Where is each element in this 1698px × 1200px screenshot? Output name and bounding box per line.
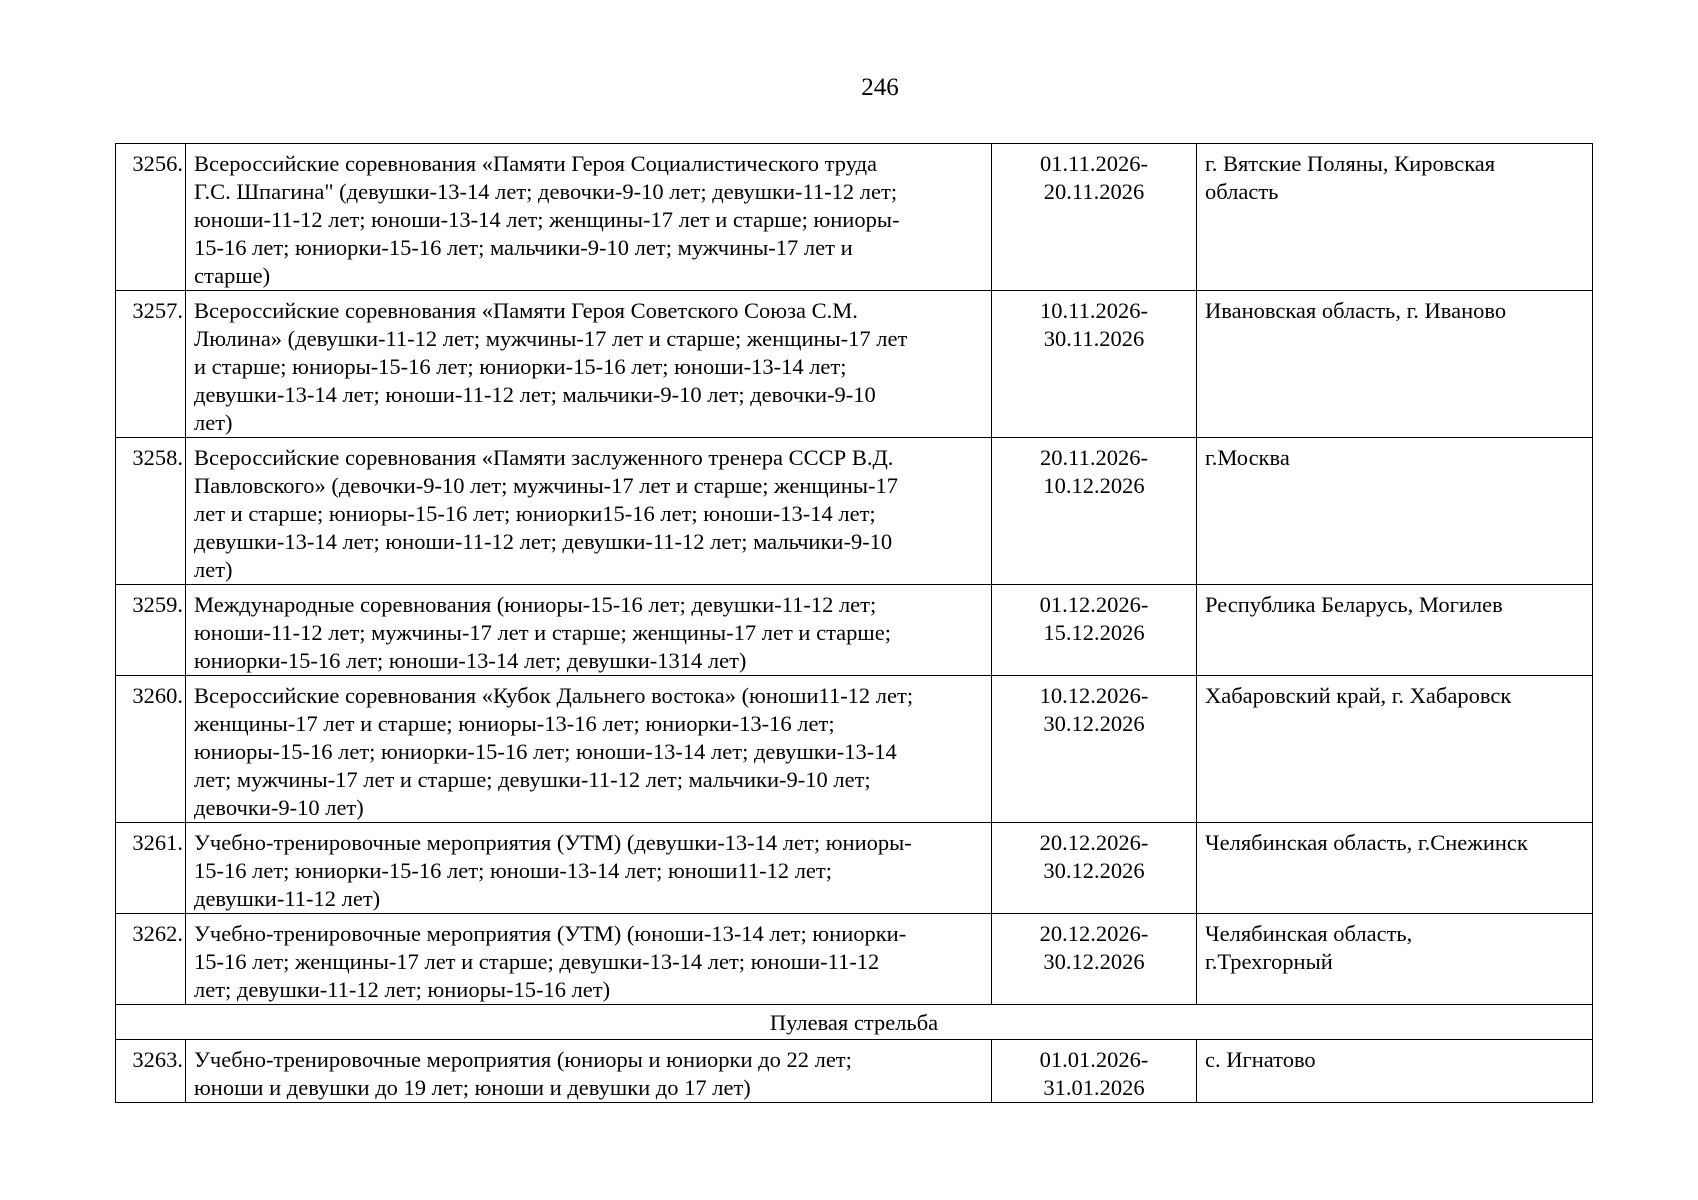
event-dates: 20.12.2026- 30.12.2026 <box>992 914 1197 1005</box>
table-row <box>116 585 1593 676</box>
event-place: Челябинская область, г.Снежинск <box>1197 823 1593 914</box>
event-place: Хабаровский край, г. Хабаровск <box>1197 676 1593 823</box>
table-row <box>116 914 1593 1005</box>
row-number: 3257. <box>116 291 186 438</box>
table-row <box>116 291 1593 438</box>
event-place: Челябинская область, г.Трехгорный <box>1197 914 1593 1005</box>
row-number: 3256. <box>116 144 186 291</box>
event-name: Всероссийские соревнования «Кубок Дальнего востока» (юноши11-12 лет; женщины-17 лет и старше; юниоры-13-16 лет; юниорки-13-16 лет; юниоры-15-16 лет; юниорки-15-16 лет; юноши-13-14 лет; девушки-13-14 лет; мужчины-17 лет и старше; девушки-11-12 лет; мальчики-9-10 лет; девочки-9-10 лет) <box>186 676 992 823</box>
row-number: 3263. <box>116 1040 186 1103</box>
table-row <box>116 1040 1593 1103</box>
table-row <box>116 823 1593 914</box>
event-place: г.Москва <box>1197 438 1593 585</box>
page-number: 246 <box>861 74 899 101</box>
event-name: Учебно-тренировочные мероприятия (УТМ) (девушки-13-14 лет; юниоры- 15-16 лет; юниорки-15-16 лет; юноши-13-14 лет; юноши11-12 лет; девушки-11-12 лет) <box>186 823 992 914</box>
event-name: Всероссийские соревнования «Памяти Героя Социалистического труда Г.С. Шпагина" (девушки-13-14 лет; девочки-9-10 лет; девушки-11-12 лет; юноши-11-12 лет; юноши-13-14 лет; женщины-17 лет и старше; юниоры- 15-16 лет; юниорки-15-16 лет; мальчики-9-10 лет; мужчины-17 лет и старше) <box>186 144 992 291</box>
events-table <box>115 143 1593 1103</box>
event-dates: 20.12.2026- 30.12.2026 <box>992 823 1197 914</box>
event-place: с. Игнатово <box>1197 1040 1593 1103</box>
row-number: 3259. <box>116 585 186 676</box>
row-number: 3261. <box>116 823 186 914</box>
row-number: 3262. <box>116 914 186 1005</box>
table-row <box>116 676 1593 823</box>
event-dates: 10.11.2026- 30.11.2026 <box>992 291 1197 438</box>
event-name: Всероссийские соревнования «Памяти Героя Советского Союза С.М. Люлина» (девушки-11-12 лет; мужчины-17 лет и старше; женщины-17 лет и старше; юниоры-15-16 лет; юниорки-15-16 лет; юноши-13-14 лет; девушки-13-14 лет; юноши-11-12 лет; мальчики-9-10 лет; девочки-9-10 лет) <box>186 291 992 438</box>
event-name: Всероссийские соревнования «Памяти заслуженного тренера СССР В.Д. Павловского» (девочки-9-10 лет; мужчины-17 лет и старше; женщины-17 лет и старше; юниоры-15-16 лет; юниорки15-16 лет; юноши-13-14 лет; девушки-13-14 лет; юноши-11-12 лет; девушки-11-12 лет; мальчики-9-10 лет) <box>186 438 992 585</box>
event-dates: 01.11.2026- 20.11.2026 <box>992 144 1197 291</box>
row-number: 3258. <box>116 438 186 585</box>
section-row <box>116 1005 1593 1040</box>
event-place: г. Вятские Поляны, Кировская область <box>1197 144 1593 291</box>
row-number: 3260. <box>116 676 186 823</box>
event-dates: 01.12.2026- 15.12.2026 <box>992 585 1197 676</box>
event-name: Международные соревнования (юниоры-15-16 лет; девушки-11-12 лет; юноши-11-12 лет; мужчины-17 лет и старше; женщины-17 лет и старше; юниорки-15-16 лет; юноши-13-14 лет; девушки-1314 лет) <box>186 585 992 676</box>
event-place: Республика Беларусь, Могилев <box>1197 585 1593 676</box>
table-row <box>116 438 1593 585</box>
table-row <box>116 144 1593 291</box>
section-title: Пулевая стрельба <box>116 1005 1593 1040</box>
event-dates: 10.12.2026- 30.12.2026 <box>992 676 1197 823</box>
event-name: Учебно-тренировочные мероприятия (юниоры и юниорки до 22 лет; юноши и девушки до 19 лет; юноши и девушки до 17 лет) <box>186 1040 992 1103</box>
event-dates: 01.01.2026- 31.01.2026 <box>992 1040 1197 1103</box>
event-place: Ивановская область, г. Иваново <box>1197 291 1593 438</box>
event-dates: 20.11.2026- 10.12.2026 <box>992 438 1197 585</box>
event-name: Учебно-тренировочные мероприятия (УТМ) (юноши-13-14 лет; юниорки- 15-16 лет; женщины-17 лет и старше; девушки-13-14 лет; юноши-11-12 лет; девушки-11-12 лет; юниоры-15-16 лет) <box>186 914 992 1005</box>
